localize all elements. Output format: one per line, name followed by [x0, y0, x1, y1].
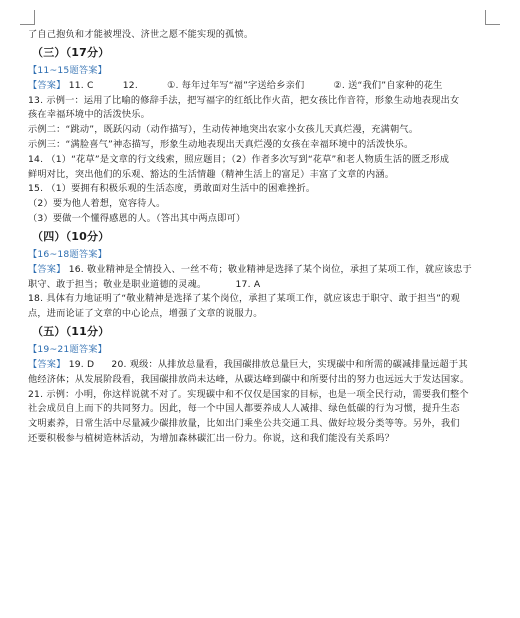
text-line: 还要积极参与植树造林活动，为增加森林碳汇出一份力。你说，这和我们能没有关系吗？	[28, 432, 395, 444]
text-line: 鲜明对比，突出他们的乐观、豁达的生活情趣（精神生活上的富足）丰富了文章的内涵。	[28, 168, 395, 180]
answer-part: 12.	[122, 79, 138, 91]
answer-line-19-20	[28, 358, 496, 373]
answer-label: 【答案】	[28, 358, 66, 370]
text-line: 他经济体；从发展阶段看，我国碳排放尚未达峰，从碳达峰到碳中和所要付出的努力也远远大于发达国家。	[28, 373, 470, 385]
text-line: 示例三：“满脸喜气”神态描写，形象生动地表现出天真烂漫的女孩在幸福环境中的活泼快乐。	[28, 138, 414, 150]
answer-part: 20. 观级：从排放总量看，我国碳排放总量巨大，实现碳中和所需的碳减排量远超于其	[111, 358, 468, 370]
answer-part: 19. D	[68, 358, 95, 370]
text-line: 18. 具体有力地证明了“敬业精神是选择了某个岗位，承担了某项工作，就应该忠于职守、敢于担当”的观	[28, 293, 460, 305]
answer-part: 17. A	[235, 278, 261, 290]
page-corner-mark-left	[20, 10, 35, 25]
answer-part: 16. 敬业精神是全情投入、一丝不苟；敬业精神是选择了某个岗位，承担了某项工作，就应该忠于	[68, 263, 472, 275]
section-heading-four: （四）（10分）	[32, 229, 110, 243]
answer-part: ②. 送“我们”自家种的花生	[333, 79, 443, 91]
text-line: 示例二：“跳动”，既跃闪动（动作描写），生动传神地突出农家小女孩儿天真烂漫，充满朝气。	[28, 124, 419, 136]
answer-tag-16-18: 【16~18题答案】	[28, 248, 108, 260]
text-line: 21. 示例：小明，你这样说就不对了。实现碳中和不仅仅是国家的目标，也是一项全民行动，需要我们整个	[28, 388, 469, 400]
text-line: 点，进而论证了文章的中心论点，增强了文章的说服力。	[28, 308, 263, 320]
text-line: 社会成员自上而下的共同努力。因此，每一个中国人都要养成人人减排、绿色低碳的行为习惯，提升生态	[28, 403, 460, 415]
answer-label: 【答案】	[28, 79, 66, 91]
answer-tag-19-21: 【19~21题答案】	[28, 343, 108, 355]
answer-tag-11-15: 【11~15题答案】	[28, 64, 108, 76]
text-line: 文明素养，日常生活中尽量减少碳排放量，比如出门乘坐公共交通工具、做好垃圾分类等等。另外，我们	[28, 418, 460, 430]
answer-line-17	[28, 278, 496, 293]
answer-part: ①. 每年过年写“福”字送给乡亲们	[167, 79, 305, 91]
text-line: （2）要为他人着想，宽容待人。	[28, 198, 166, 210]
answer-key-content	[28, 28, 496, 447]
answer-label: 【答案】	[28, 263, 66, 275]
section-heading-five: （五）（11分）	[32, 324, 110, 338]
text-line: 13. 示例一：运用了比喻的修辞手法，把写福字的红纸比作火苗，把女孩比作音符，形象生动地表现出女	[28, 94, 460, 106]
answer-part: 职守、敢于担当；敬业是职业道德的灵魂。	[28, 278, 207, 290]
text-line: （3）要做一个懂得感恩的人。（答出其中两点即可）	[28, 212, 246, 224]
text-line: 14. （1）“花草”是文章的行文线索，照应题目；（2）作者多次写到“花草”和老人物质生活的匮乏形成	[28, 153, 450, 165]
page-corner-mark-right	[485, 10, 500, 25]
answer-part: 11. C	[68, 79, 94, 91]
answer-line-11-12	[28, 79, 496, 94]
answer-line-16	[28, 263, 496, 278]
text-line: 孩在幸福环境中的活泼快乐。	[28, 109, 151, 121]
text-line: 15. （1）要拥有积极乐观的生活态度，勇敢面对生活中的困难挫折。	[28, 183, 316, 195]
text-line: 了自己抱负和才能被埋没、济世之愿不能实现的孤愤。	[28, 29, 254, 40]
section-heading-three: （三）（17分）	[32, 45, 110, 59]
